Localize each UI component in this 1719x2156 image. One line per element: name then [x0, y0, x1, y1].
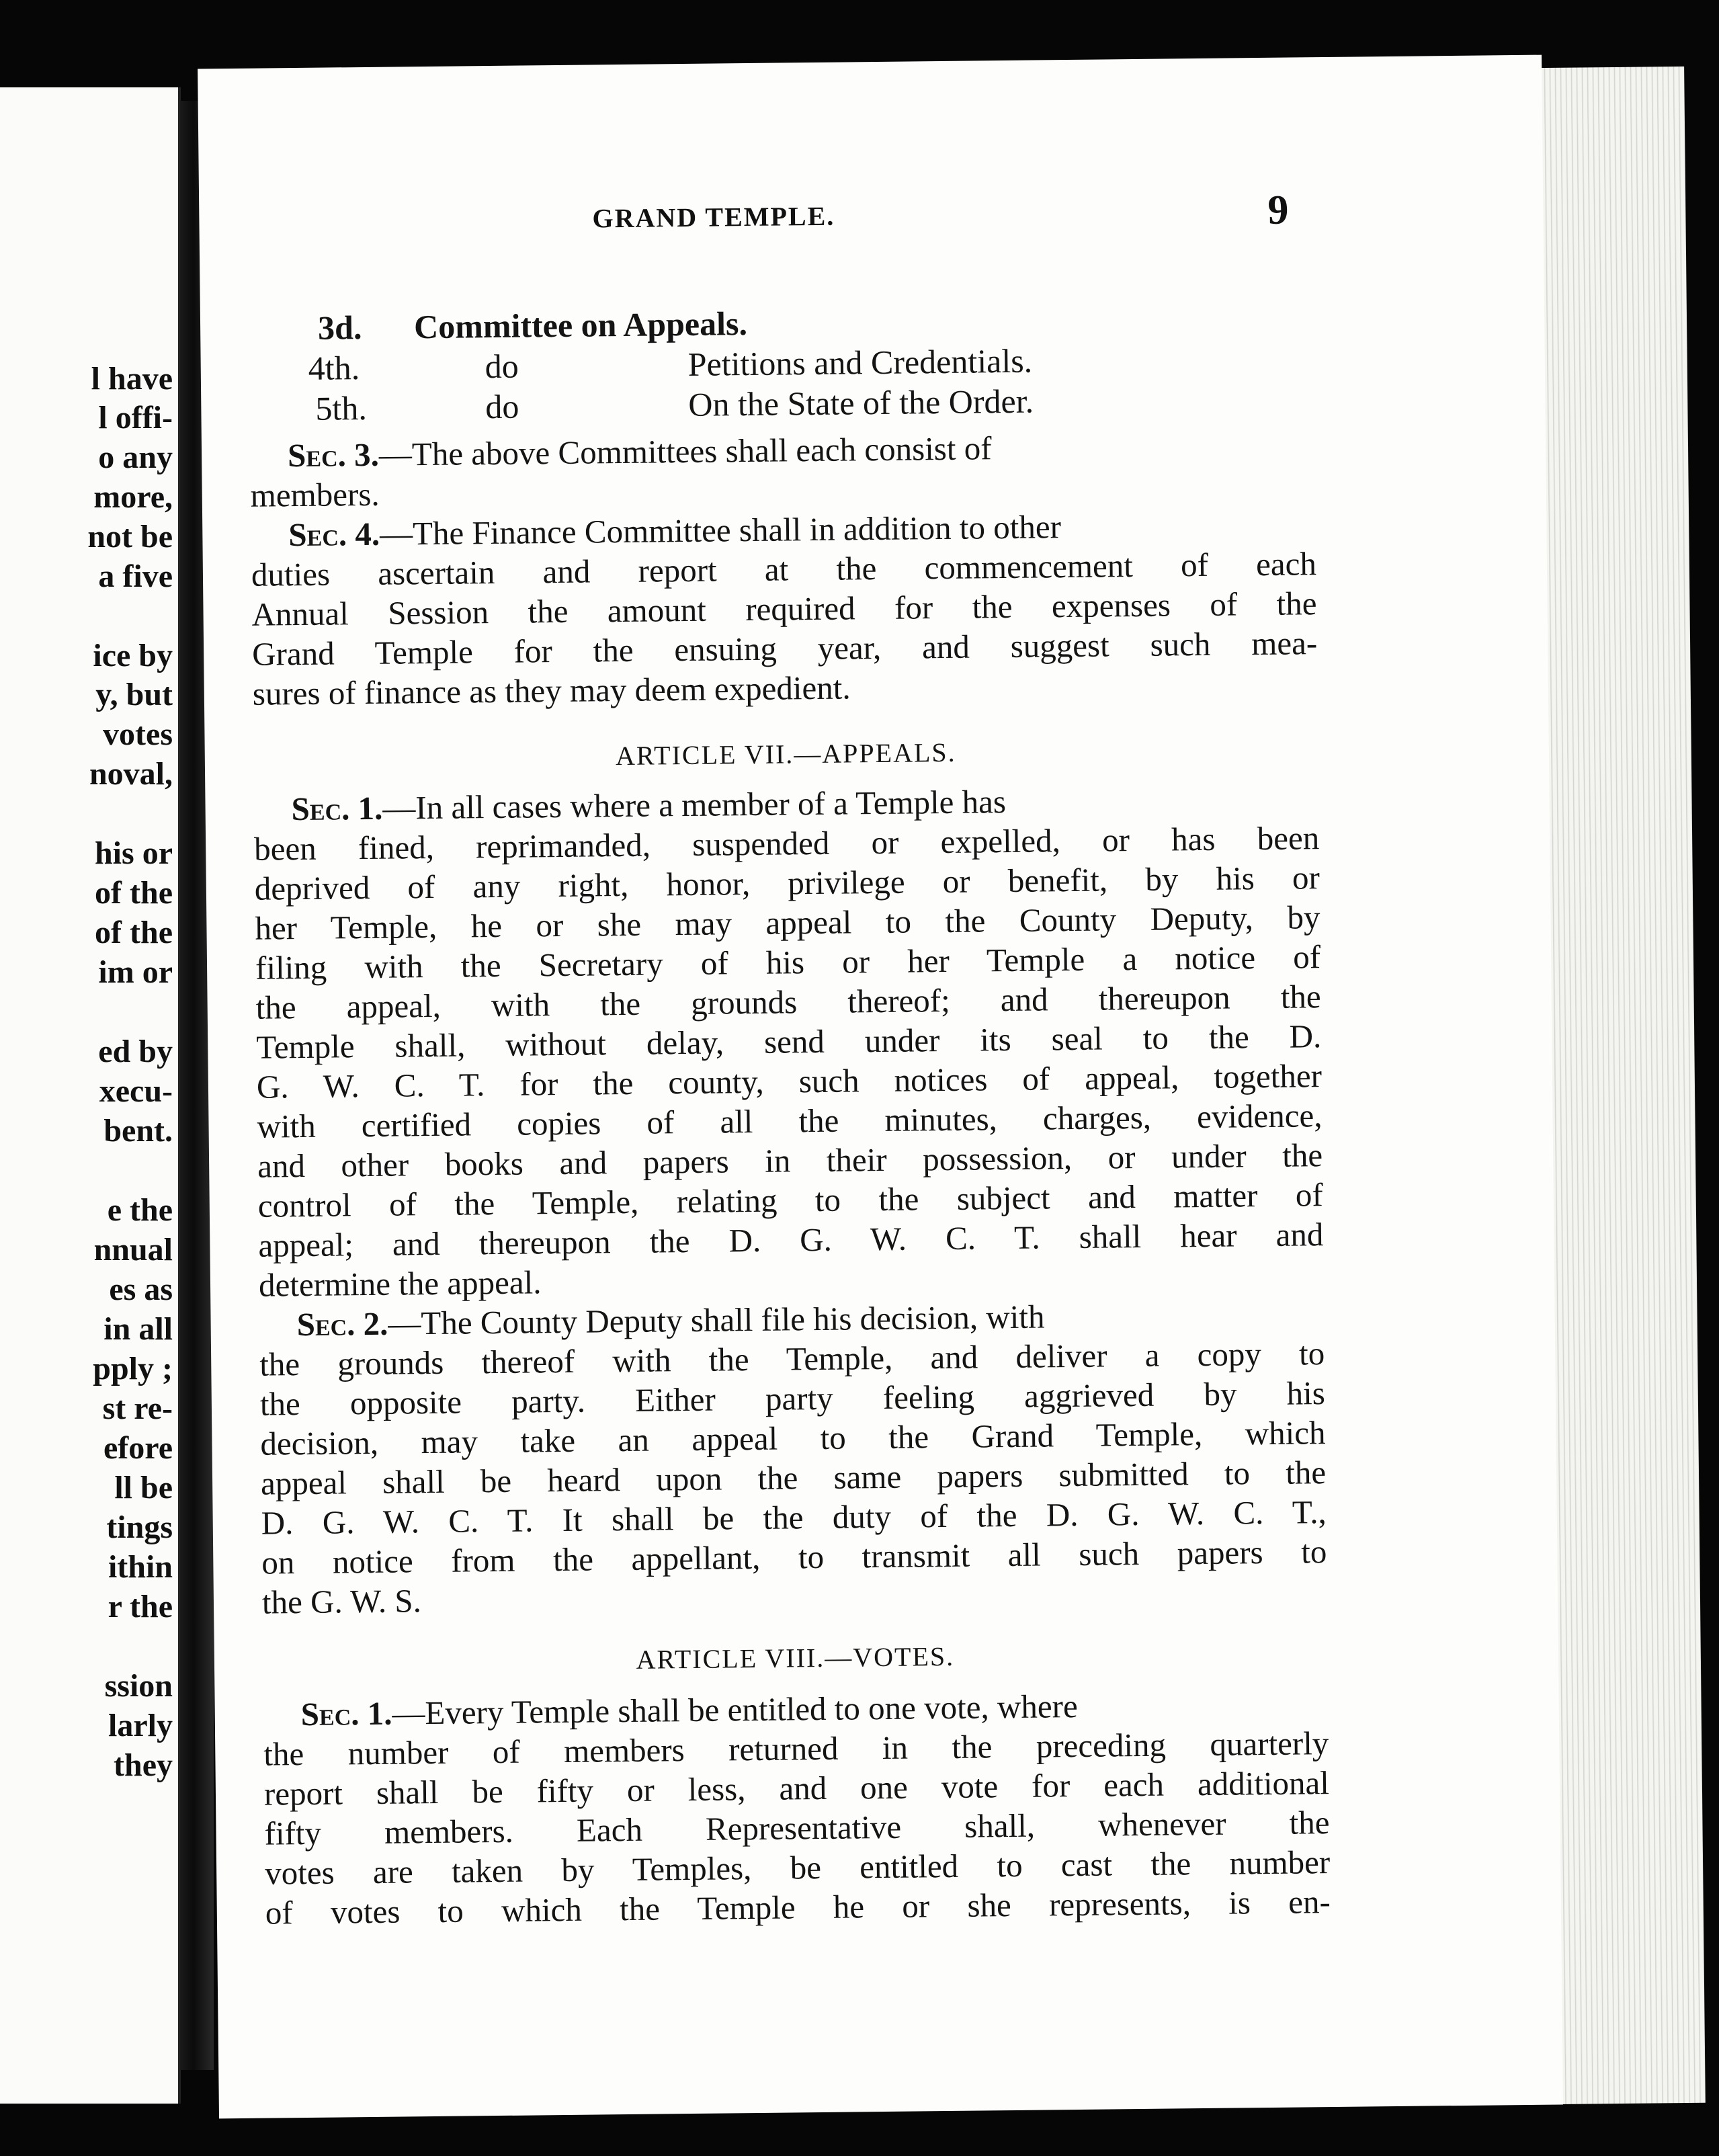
left-page-fragment: bent. — [103, 1113, 173, 1149]
left-page-fragment: y, but — [95, 677, 173, 712]
left-page-fragment: pply ; — [93, 1351, 173, 1386]
left-page-fragment: ed by — [98, 1034, 173, 1069]
paragraph-line: D. G. W. C. T. It shall be the duty of the D. G. W. C. T., — [261, 1493, 1327, 1542]
paragraph-line: been fined, reprimanded, suspended or expelled, or has been — [253, 819, 1320, 868]
paragraph-line: of votes to which the Temple he or she represents, is en- — [265, 1883, 1331, 1932]
committee-ditto: do — [485, 347, 519, 386]
paragraph-line: decision, may take an appeal to the Grand Temple, which — [260, 1414, 1326, 1462]
paragraph-line: the appeal, with the grounds thereof; and thereupon the — [255, 978, 1321, 1026]
left-page-fragment: ice by — [93, 638, 173, 673]
paragraph-line: the grounds thereof with the Temple, and deliver a copy to — [259, 1335, 1325, 1383]
paragraph-line: G. W. C. T. for the county, such notices of appeal, together — [256, 1057, 1323, 1106]
committee-ordinal: 3d. — [317, 308, 362, 347]
left-page-fragment: his or — [94, 835, 173, 871]
left-facing-page — [0, 87, 181, 2104]
left-page-fragment: ithin — [108, 1549, 173, 1585]
line-text: —The above Committees shall each consist of — [378, 429, 992, 473]
paragraph-line: Annual Session the amount required for the expenses of the — [251, 585, 1317, 633]
committee-ditto: do — [485, 387, 519, 426]
left-page-fragment: votes — [103, 716, 173, 752]
line-text: —The County Deputy shall file his decision, with — [388, 1298, 1045, 1342]
left-page-fragment: efore — [103, 1430, 173, 1466]
main-page — [198, 55, 1563, 2119]
paragraph-line: the opposite party. Either party feeling aggrieved by his — [259, 1374, 1326, 1423]
paragraph-line — [300, 1687, 1328, 1731]
left-page-fragment: ll be — [114, 1470, 173, 1505]
left-page-fragment: im or — [98, 954, 173, 990]
left-page-fragment: not be — [87, 519, 173, 554]
section-label: Sec. 2. — [296, 1304, 388, 1343]
left-page-fragment: larly — [108, 1708, 173, 1743]
left-page-fragment: of the — [95, 915, 173, 950]
left-page-fragment: st re- — [102, 1391, 173, 1426]
left-page-fragment: nnual — [93, 1232, 173, 1268]
paragraph-line: with certified copies of all the minutes, charges, evidence, — [257, 1097, 1323, 1145]
paragraph-line: on notice from the appellant, to transmit all such papers to — [261, 1533, 1327, 1581]
paragraph-line: appeal shall be heard upon the same papers submitted to the — [260, 1454, 1327, 1502]
section-label: Sec. 1. — [300, 1694, 392, 1733]
paragraph-line — [288, 428, 1315, 472]
left-page-fragment: more, — [93, 479, 173, 515]
committee-ordinal: 5th. — [315, 388, 368, 427]
page-number: 9 — [1267, 187, 1289, 233]
paragraph-line — [291, 782, 1318, 828]
article-heading: ARTICLE VII.—APPEALS. — [615, 737, 956, 772]
line-text: —In all cases where a member of a Temple has — [382, 783, 1007, 827]
left-page-fragment: o any — [98, 440, 173, 475]
paragraph-line: her Temple, he or she may appeal to the County Deputy, by — [255, 899, 1320, 947]
left-page-fragment: l offi- — [98, 400, 173, 436]
left-page-fragment: xecu- — [99, 1073, 173, 1109]
paragraph-line: filing with the Secretary of his or her Temple a notice of — [255, 938, 1321, 987]
committee-name: Committee on Appeals. — [413, 304, 748, 346]
left-page-fragment: r the — [108, 1589, 173, 1624]
left-page-fragment: tings — [106, 1509, 173, 1545]
left-page-fragment: l have — [91, 361, 173, 397]
paragraph-line — [288, 507, 1316, 554]
paragraph-line: determine the appeal. — [258, 1263, 542, 1304]
line-text: —Every Temple shall be entitled to one vote, where — [392, 1687, 1078, 1732]
left-page-fragment: they — [114, 1747, 173, 1783]
paragraph-line: fifty members. Each Representative shall, whenever the — [264, 1804, 1330, 1852]
paragraph-line: and other books and papers in their possession, or under the — [257, 1136, 1323, 1185]
paragraph-line: control of the Temple, relating to the subject and matter of — [257, 1176, 1324, 1225]
left-page-fragment: es as — [109, 1272, 173, 1307]
paragraph-line: appeal; and thereupon the D. G. W. C. T. shall hear and — [258, 1216, 1324, 1264]
paragraph-line: sures of finance as they may deem expedient. — [252, 669, 851, 712]
section-label: Sec. 1. — [291, 789, 383, 828]
article-heading: ARTICLE VIII.—VOTES. — [636, 1641, 955, 1675]
paragraph-line — [296, 1297, 1324, 1341]
paragraph-line: duties ascertain and report at the commencement of each — [251, 545, 1317, 593]
left-page-fragment: in all — [103, 1311, 173, 1347]
section-label: Sec. 4. — [288, 515, 380, 554]
paragraph-line: the G. W. S. — [261, 1582, 422, 1621]
paragraph-line: deprived of any right, honor, privilege or benefit, by his or — [254, 859, 1320, 907]
left-page-fragment: a five — [98, 558, 173, 594]
section-label: Sec. 3. — [287, 436, 380, 474]
committee-name: On the State of the Order. — [688, 382, 1034, 423]
line-text: —The Finance Committee shall in addition to other — [379, 508, 1062, 552]
running-head: GRAND TEMPLE. — [592, 200, 835, 234]
left-page-fragment: noval, — [89, 756, 173, 792]
paragraph-line: votes are taken by Temples, be entitled to cast the number — [264, 1843, 1331, 1892]
left-page-fragment: ssion — [104, 1668, 173, 1704]
left-page-fragment: of the — [95, 875, 173, 911]
paragraph-line: Temple shall, without delay, send under its seal to the D. — [256, 1018, 1322, 1066]
paragraph-line: Grand Temple for the ensuing year, and suggest such mea- — [251, 624, 1318, 673]
committee-ordinal: 4th. — [308, 349, 360, 387]
paragraph-line: the number of members returned in the preceding quarterly — [263, 1725, 1329, 1773]
paragraph-line: members. — [250, 475, 380, 514]
paragraph-line: report shall be fifty or less, and one vote for each additional — [263, 1764, 1330, 1813]
left-page-fragment: e the — [107, 1192, 173, 1228]
committee-name: Petitions and Credentials. — [687, 341, 1033, 383]
